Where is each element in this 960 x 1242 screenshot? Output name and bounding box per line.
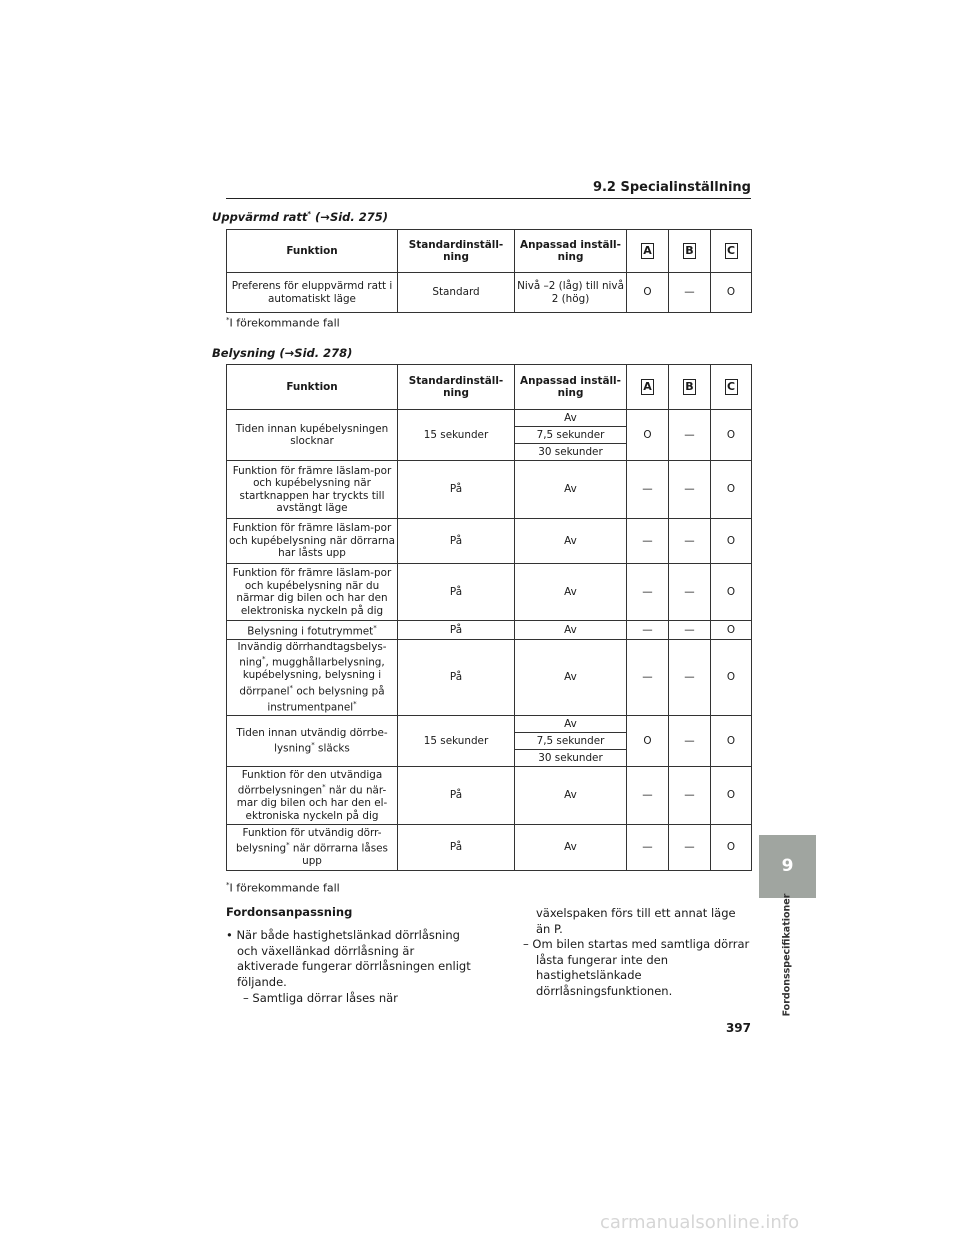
cell-b: — [669, 461, 711, 519]
cell-a: — [627, 621, 669, 640]
cell-a: O [627, 715, 669, 766]
col-c [711, 365, 752, 410]
table2-title [212, 346, 352, 360]
table-row [227, 519, 752, 564]
section-header: 9.2 Specialinställning [592, 180, 751, 195]
cell-function [227, 639, 398, 715]
table2-title-ref: (→Sid. 278) [275, 346, 353, 360]
table1-header-row [227, 230, 752, 273]
function-text: släcks [314, 742, 350, 755]
col-anpassad: Anpassad inställ-ning [515, 230, 627, 273]
cell-standard: På [398, 824, 515, 870]
col-a [627, 365, 669, 410]
function-text: Funktion för den utvändiga dörrbelysningen [237, 768, 383, 797]
box-letter-c: C [725, 379, 738, 395]
table2-title-text: Belysning [212, 346, 276, 360]
table-row [227, 715, 752, 732]
table2 [226, 364, 752, 871]
cell-standard: På [398, 621, 515, 640]
cell-standard: På [398, 564, 515, 621]
cell-a: O [627, 410, 669, 461]
table2-footnote [226, 881, 340, 895]
cell-c: O [711, 410, 752, 461]
cell-b: — [669, 621, 711, 640]
function-text: när du när-mar dig bilen och har den el-ektroniska nyckeln på dig [236, 784, 388, 822]
asterisk: * [226, 316, 230, 324]
table2-header-row [227, 365, 752, 410]
box-letter-b: B [683, 243, 696, 259]
cell-c: O [711, 766, 752, 824]
table-row [227, 461, 752, 519]
cell-option: 30 sekunder [515, 444, 627, 461]
chapter-tab[interactable]: 9 [759, 835, 816, 898]
box-letter-a: A [641, 243, 654, 259]
cell-function [227, 766, 398, 824]
cell-standard: 15 sekunder [398, 410, 515, 461]
fordon-dash1-part2: växelspaken förs till ett annat läge än P. [536, 906, 736, 936]
fordon-bullet: • När både hastighetslänkad dörrlåsning och växellänkad dörrlåsning är aktiverade fungerar dörrlåsningen enligt följande. [226, 928, 471, 989]
cell-option: 30 sekunder [515, 749, 627, 766]
function-text: Tiden innan utvändig dörrbe-lysning [236, 726, 388, 755]
cell-b: — [669, 564, 711, 621]
cell-custom: Av [515, 766, 627, 824]
asterisk: * [322, 783, 326, 792]
cell-custom: Av [515, 621, 627, 640]
footnote-text: I förekommande fall [229, 881, 340, 895]
cell-c: O [711, 639, 752, 715]
cell-c: O [711, 519, 752, 564]
cell-a: O [627, 273, 669, 313]
col-anpassad: Anpassad inställ-ning [515, 365, 627, 410]
box-letter-c: C [725, 243, 738, 259]
table1 [226, 229, 752, 313]
cell-function [227, 621, 398, 640]
col-b [669, 230, 711, 273]
footnote-text: I förekommande fall [229, 316, 340, 330]
cell-c: O [711, 461, 752, 519]
cell-option: Av [515, 715, 627, 732]
col-standard: Standardinställ-ning [398, 365, 515, 410]
cell-a: — [627, 766, 669, 824]
col-funktion: Funktion [227, 230, 398, 273]
cell-b: — [669, 715, 711, 766]
cell-function: Funktion för främre läslam-por och kupébelysning när startknappen har tryckts till avstängt läge [227, 461, 398, 519]
cell-c: O [711, 564, 752, 621]
col-a [627, 230, 669, 273]
cell-c: O [711, 621, 752, 640]
cell-function [227, 824, 398, 870]
cell-b: — [669, 766, 711, 824]
table-row [227, 564, 752, 621]
cell-c: O [711, 824, 752, 870]
cell-standard: På [398, 766, 515, 824]
col-standard: Standardinställ-ning [398, 230, 515, 273]
cell-function: Tiden innan kupébelysningen slocknar [227, 410, 398, 461]
watermark: carmanualsonline.info [600, 1212, 800, 1233]
cell-b: — [669, 639, 711, 715]
table-row [227, 621, 752, 640]
asterisk: * [307, 210, 312, 219]
cell-b: — [669, 273, 711, 313]
asterisk: * [353, 699, 357, 708]
cell-a: — [627, 824, 669, 870]
cell-standard: Standard [398, 273, 515, 313]
table-row [227, 410, 752, 427]
table-row [227, 273, 752, 313]
cell-custom: Av [515, 519, 627, 564]
table1-footnote [226, 316, 340, 330]
function-text: när dörrarna låses upp [289, 842, 388, 868]
cell-option: 7,5 sekunder [515, 427, 627, 444]
cell-custom: Av [515, 639, 627, 715]
cell-b: — [669, 410, 711, 461]
cell-a: — [627, 564, 669, 621]
function-text: Invändig dörrhandtagsbelys-ning [237, 640, 387, 669]
cell-standard: 15 sekunder [398, 715, 515, 766]
table-row [227, 824, 752, 870]
cell-function: Funktion för främre läslam-por och kupébelysning när du närmar dig bilen och har den elektroniska nyckeln på dig [227, 564, 398, 621]
asterisk: * [286, 841, 290, 850]
cell-function: Funktion för främre läslam-por och kupébelysning när dörrarna har låsts upp [227, 519, 398, 564]
box-letter-b: B [683, 379, 696, 395]
asterisk: * [289, 683, 294, 692]
function-text: Funktion för utvändig dörr-belysning [236, 826, 382, 855]
col-b [669, 365, 711, 410]
cell-custom: Nivå –2 (låg) till nivå 2 (hög) [515, 273, 627, 313]
cell-custom: Av [515, 461, 627, 519]
table1-title-text: Uppvärmd ratt [212, 210, 308, 224]
asterisk: * [311, 741, 315, 750]
cell-standard: På [398, 519, 515, 564]
table-row [227, 639, 752, 715]
asterisk: * [373, 624, 377, 632]
page-number: 397 [725, 1021, 751, 1035]
table-row [227, 766, 752, 824]
fordon-dash2: – Om bilen startas med samtliga dörrar låsta fungerar inte den hastighetslänkade dörrlåsningsfunktionen. [523, 937, 750, 998]
cell-a: — [627, 461, 669, 519]
col-c [711, 230, 752, 273]
table1-title [212, 210, 388, 224]
cell-c: O [711, 273, 752, 313]
asterisk: * [226, 881, 230, 889]
header-rule [226, 198, 751, 199]
function-text: och belysning på instrumentpanel [267, 685, 385, 714]
table1-title-ref: (→Sid. 275) [311, 210, 389, 224]
cell-option: 7,5 sekunder [515, 732, 627, 749]
function-text: Belysning i fotutrymmet [247, 625, 374, 638]
cell-b: — [669, 824, 711, 870]
cell-custom: Av [515, 564, 627, 621]
fordon-dash1-part1: – Samtliga dörrar låses när [243, 991, 398, 1005]
cell-option: Av [515, 410, 627, 427]
cell-a: — [627, 639, 669, 715]
cell-function: Preferens för eluppvärmd ratt i automatiskt läge [227, 273, 398, 313]
col-funktion: Funktion [227, 365, 398, 410]
cell-function [227, 715, 398, 766]
cell-b: — [669, 519, 711, 564]
cell-standard: På [398, 461, 515, 519]
cell-custom: Av [515, 824, 627, 870]
chapter-label: Fordonsspecifikationer [781, 893, 793, 1017]
asterisk: * [261, 655, 266, 664]
cell-standard: På [398, 639, 515, 715]
cell-a: — [627, 519, 669, 564]
fordon-heading: Fordonsanpassning [226, 905, 353, 919]
box-letter-a: A [641, 379, 654, 395]
cell-c: O [711, 715, 752, 766]
function-text: , mugghållarbelysning, kupébelysning, belysning i dörrpanel [239, 656, 385, 698]
